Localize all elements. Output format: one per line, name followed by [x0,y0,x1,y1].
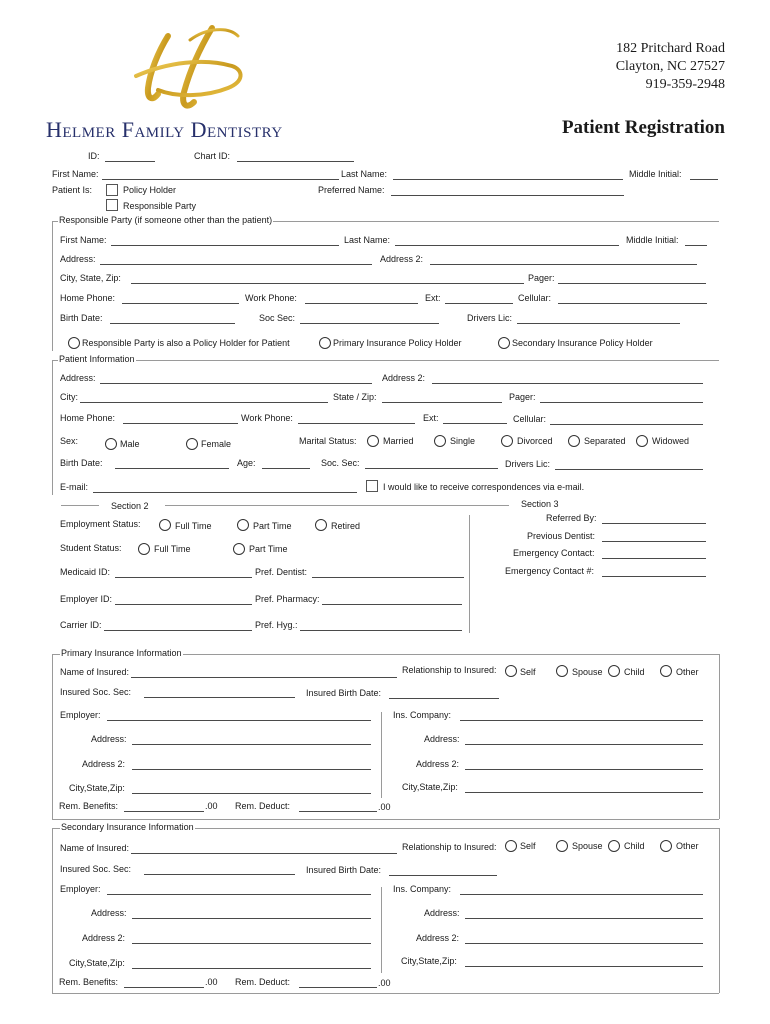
rp-secondary-policy-radio[interactable] [498,337,510,349]
first-name-field[interactable] [102,179,339,180]
pi-child-radio[interactable] [608,665,620,677]
si-ins-address-field[interactable] [465,918,703,919]
pi-relationship-label: Relationship to Insured: [402,665,497,675]
si-city-state-zip-field[interactable] [132,968,371,969]
si-rem-deduct-field[interactable] [299,987,377,988]
section2-rule-right [165,505,509,506]
s2-emp-part-time-radio[interactable] [237,519,249,531]
pt-drivers-lic-field[interactable] [555,469,703,470]
pi-rem-deduct-field[interactable] [299,811,377,812]
si-rem-benefits-field[interactable] [124,987,204,988]
si-relationship-label: Relationship to Insured: [402,842,497,852]
pt-home-phone-field[interactable] [123,423,238,424]
pi-address-field[interactable] [132,744,371,745]
form-title: Patient Registration [561,117,725,138]
primary-ins-title: Primary Insurance Information [61,648,182,658]
pi-other-radio[interactable] [660,665,672,677]
pi-spouse-radio[interactable] [556,665,568,677]
id-field[interactable] [105,161,155,162]
rp-home-phone-field[interactable] [122,303,239,304]
responsible-section-left-rule [52,221,53,351]
pi-rem-benefits-label: Rem. Benefits: [59,801,119,811]
s2-employment-status-label: Employment Status: [60,519,141,529]
primary-ins-left-rule [52,654,53,819]
pt-marital-status-label: Marital Status: [299,436,357,446]
si-self-label: Self [520,841,536,851]
pt-city-label: City: [60,392,78,402]
pt-separated-radio[interactable] [568,435,580,447]
responsible-party-label: Responsible Party [123,201,197,211]
pt-birth-date-field[interactable] [115,468,229,469]
s2-carrier-id-label: Carrier ID: [60,620,102,630]
last-name-label: Last Name: [341,169,388,179]
s2-carrier-id-field[interactable] [104,630,252,631]
rp-cellular-field[interactable] [558,303,707,304]
si-ins-company-label: Ins. Company: [393,884,452,894]
pi-ins-address2-field[interactable] [465,769,703,770]
rp-pager-field[interactable] [558,283,706,284]
pt-widowed-label: Widowed [652,436,690,446]
s3-emergency-contact-num-label: Emergency Contact #: [505,566,595,576]
pi-city-state-zip-field[interactable] [132,793,371,794]
last-name-field[interactable] [393,179,623,180]
s2-emp-full-time-radio[interactable] [159,519,171,531]
rp-cellular-label: Cellular: [518,293,552,303]
pt-pager-label: Pager: [509,392,536,402]
rp-ext-field[interactable] [445,303,513,304]
si-insured-soc-sec-field[interactable] [144,874,295,875]
section-divider [469,515,470,633]
rp-ext-label: Ext: [425,293,441,303]
rp-first-name-label: First Name: [60,235,107,245]
secondary-ins-title: Secondary Insurance Information [61,822,194,832]
pi-self-label: Self [520,667,536,677]
section3-title: Section 3 [521,499,559,509]
si-insured-birth-date-field[interactable] [389,875,497,876]
rp-address2-label: Address 2: [380,254,424,264]
pt-drivers-lic-label: Drivers Lic: [505,459,551,469]
pt-work-phone-field[interactable] [298,423,415,424]
si-name-of-insured-label: Name of Insured: [60,843,130,853]
si-ins-address2-label: Address 2: [416,933,460,943]
rp-birth-date-label: Birth Date: [60,313,103,323]
pi-address2-label: Address 2: [82,759,126,769]
s3-referred-by-field[interactable] [602,523,706,524]
pt-cellular-field[interactable] [550,424,703,425]
pi-ins-company-label: Ins. Company: [393,710,452,720]
s2-stu-full-time-radio[interactable] [138,543,150,555]
s2-medicaid-id-field[interactable] [115,577,252,578]
pt-age-field[interactable] [262,468,310,469]
rp-first-name-field[interactable] [111,245,339,246]
s3-previous-dentist-label: Previous Dentist: [527,531,596,541]
preferred-name-field[interactable] [391,195,624,196]
rp-soc-sec-field[interactable] [300,323,439,324]
rp-address2-field[interactable] [430,264,697,265]
pt-separated-label: Separated [584,436,626,446]
pt-address-field[interactable] [100,383,372,384]
pt-single-radio[interactable] [434,435,446,447]
s2-employer-id-field[interactable] [115,604,252,605]
s2-emp-retired-label: Retired [331,521,361,531]
si-address2-label: Address 2: [82,933,126,943]
s2-pref-hyg-label: Pref. Hyg.: [255,620,298,630]
si-rem-deduct-label: Rem. Deduct: [235,977,291,987]
section2-rule-left [61,505,99,506]
si-self-radio[interactable] [505,840,517,852]
patient-section-top-rule [52,360,719,361]
rp-home-phone-label: Home Phone: [60,293,116,303]
s3-emergency-contact-label: Emergency Contact: [513,548,595,558]
rp-middle-initial-label: Middle Initial: [626,235,679,245]
rp-secondary-policy-label: Secondary Insurance Policy Holder [512,338,653,348]
s3-previous-dentist-field[interactable] [602,541,706,542]
pt-pager-field[interactable] [540,402,703,403]
rp-work-phone-field[interactable] [305,303,418,304]
si-address-label: Address: [91,908,127,918]
s2-emp-retired-radio[interactable] [315,519,327,531]
si-child-radio[interactable] [608,840,620,852]
s2-emp-full-time-label: Full Time [175,521,212,531]
pi-insured-soc-sec-field[interactable] [144,697,295,698]
s2-employer-id-label: Employer ID: [60,594,113,604]
si-insured-birth-date-label: Insured Birth Date: [306,865,382,875]
pi-ins-address-label: Address: [424,734,460,744]
pt-divorced-label: Divorced [517,436,553,446]
s2-emp-part-time-label: Part Time [253,521,292,531]
si-rem-benefits-label: Rem. Benefits: [59,977,119,987]
pt-single-label: Single [450,436,476,446]
si-column-divider [381,887,382,973]
pt-home-phone-label: Home Phone: [60,413,116,423]
responsible-section-title: Responsible Party (if someone other than the patient) [59,215,273,225]
si-ins-company-field[interactable] [460,894,703,895]
chart-id-label: Chart ID: [194,151,231,161]
pt-divorced-radio[interactable] [501,435,513,447]
s2-pref-hyg-field[interactable] [300,630,462,631]
preferred-name-label: Preferred Name: [318,185,385,195]
middle-initial-label: Middle Initial: [629,169,682,179]
responsible-party-checkbox[interactable] [106,199,118,211]
pi-employer-field[interactable] [107,720,371,721]
chart-id-field[interactable] [237,161,354,162]
pi-column-divider [381,712,382,798]
rp-responsible-policy-radio[interactable] [68,337,80,349]
pi-name-of-insured-field[interactable] [131,677,397,678]
pt-state-zip-label: State / Zip: [333,392,377,402]
si-ins-city-state-zip-field[interactable] [465,966,703,967]
si-spouse-label: Spouse [572,841,603,851]
si-ins-address2-field[interactable] [465,943,703,944]
pt-address2-label: Address 2: [382,373,426,383]
s2-pref-dentist-field[interactable] [312,577,464,578]
pt-female-label: Female [201,439,232,449]
pi-rem-deduct-value: .00 [378,802,391,812]
secondary-ins-right-rule [719,828,720,993]
s2-stu-part-time-radio[interactable] [233,543,245,555]
pi-self-radio[interactable] [505,665,517,677]
rp-address-field[interactable] [100,264,372,265]
si-address-field[interactable] [132,918,371,919]
pi-rem-deduct-label: Rem. Deduct: [235,801,291,811]
practice-address [616,40,725,94]
pi-insured-soc-sec-label: Insured Soc. Sec: [60,687,132,697]
s2-pref-dentist-label: Pref. Dentist: [255,567,308,577]
si-ins-city-state-zip-label: City,State,Zip: [401,956,457,966]
pt-address2-field[interactable] [432,383,703,384]
practice-phone: 919-359-2948 [645,77,725,92]
rp-last-name-label: Last Name: [344,235,391,245]
rp-drivers-lic-label: Drivers Lic: [467,313,513,323]
s2-stu-part-time-label: Part Time [249,544,288,554]
rp-middle-initial-field[interactable] [685,245,707,246]
pi-ins-company-field[interactable] [460,720,703,721]
pt-state-zip-field[interactable] [382,402,502,403]
pt-work-phone-label: Work Phone: [241,413,293,423]
pt-sex-label: Sex: [60,436,79,446]
pi-ins-city-state-zip-field[interactable] [465,792,703,793]
pi-ins-address-field[interactable] [465,744,703,745]
pt-birth-date-label: Birth Date: [60,458,103,468]
address-line1: 182 Pritchard Road [616,41,725,56]
pi-name-of-insured-label: Name of Insured: [60,667,130,677]
si-employer-field[interactable] [107,894,371,895]
rp-last-name-field[interactable] [395,245,619,246]
pt-female-radio[interactable] [186,438,198,450]
s3-emergency-contact-field[interactable] [602,558,706,559]
pi-ins-city-state-zip-label: City,State,Zip: [402,782,458,792]
pt-email-opt-in-checkbox[interactable] [366,480,378,492]
h-monogram-logo-icon [128,22,252,120]
si-other-radio[interactable] [660,840,672,852]
si-employer-label: Employer: [60,884,101,894]
address-line2: Clayton, NC 27527 [615,59,725,74]
secondary-ins-left-rule [52,828,53,993]
rp-responsible-policy-label: Responsible Party is also a Policy Holder for Patient [82,338,290,348]
first-name-label: First Name: [52,169,99,179]
pi-other-label: Other [676,667,699,677]
si-address2-field[interactable] [132,943,371,944]
id-label: ID: [88,151,100,161]
pt-ext-label: Ext: [423,413,439,423]
rp-city-state-zip-field[interactable] [131,283,524,284]
s2-pref-pharmacy-label: Pref. Pharmacy: [255,594,320,604]
pt-married-radio[interactable] [367,435,379,447]
primary-ins-bottom-rule [52,819,719,820]
si-rem-benefits-value: .00 [205,977,218,987]
rp-work-phone-label: Work Phone: [245,293,297,303]
s2-pref-pharmacy-field[interactable] [322,604,462,605]
pt-address-label: Address: [60,373,96,383]
practice-name: Helmer Family Dentistry [46,117,283,142]
si-other-label: Other [676,841,699,851]
pi-address2-field[interactable] [132,769,371,770]
pt-soc-sec-label: Soc. Sec: [321,458,360,468]
policy-holder-label: Policy Holder [123,185,177,195]
pi-spouse-label: Spouse [572,667,603,677]
pi-child-label: Child [624,667,645,677]
pi-employer-label: Employer: [60,710,101,720]
si-city-state-zip-label: City,State,Zip: [69,958,125,968]
si-spouse-radio[interactable] [556,840,568,852]
pt-city-field[interactable] [80,402,328,403]
patient-is-label: Patient Is: [52,185,93,195]
section2-title: Section 2 [111,501,149,511]
si-insured-soc-sec-label: Insured Soc. Sec: [60,864,132,874]
policy-holder-checkbox[interactable] [106,184,118,196]
pt-widowed-radio[interactable] [636,435,648,447]
pi-address-label: Address: [91,734,127,744]
pt-male-radio[interactable] [105,438,117,450]
pi-ins-address2-label: Address 2: [416,759,460,769]
pt-male-label: Male [120,439,140,449]
pi-rem-benefits-field[interactable] [124,811,204,812]
pt-ext-field[interactable] [443,423,507,424]
pt-email-opt-in-label: I would like to receive correspondences via e-mail. [383,482,585,492]
s3-referred-by-label: Referred By: [546,513,597,523]
pi-insured-birth-date-label: Insured Birth Date: [306,688,382,698]
rp-pager-label: Pager: [528,273,555,283]
rp-drivers-lic-field[interactable] [517,323,680,324]
pt-cellular-label: Cellular: [513,414,547,424]
s3-emergency-contact-num-field[interactable] [602,576,706,577]
middle-initial-field[interactable] [690,179,718,180]
pt-married-label: Married [383,436,414,446]
pi-insured-birth-date-field[interactable] [389,698,499,699]
rp-primary-policy-radio[interactable] [319,337,331,349]
pt-soc-sec-field[interactable] [365,468,498,469]
s2-medicaid-id-label: Medicaid ID: [60,567,111,577]
pi-city-state-zip-label: City,State,Zip: [69,783,125,793]
patient-section-left-rule [52,360,53,495]
rp-city-state-zip-label: City, State, Zip: [60,273,121,283]
s2-stu-full-time-label: Full Time [154,544,191,554]
rp-address-label: Address: [60,254,96,264]
pt-age-label: Age: [237,458,256,468]
pi-rem-benefits-value: .00 [205,801,218,811]
si-rem-deduct-value: .00 [378,978,391,988]
pt-email-label: E-mail: [60,482,89,492]
rp-primary-policy-label: Primary Insurance Policy Holder [333,338,462,348]
si-child-label: Child [624,841,645,851]
secondary-ins-bottom-rule [52,993,719,994]
rp-soc-sec-label: Soc Sec: [259,313,296,323]
rp-birth-date-field[interactable] [110,323,235,324]
patient-section-title: Patient Information [59,354,135,364]
si-ins-address-label: Address: [424,908,460,918]
pt-email-field[interactable] [93,492,357,493]
s2-student-status-label: Student Status: [60,543,122,553]
si-name-of-insured-field[interactable] [131,853,397,854]
primary-ins-right-rule [719,654,720,819]
